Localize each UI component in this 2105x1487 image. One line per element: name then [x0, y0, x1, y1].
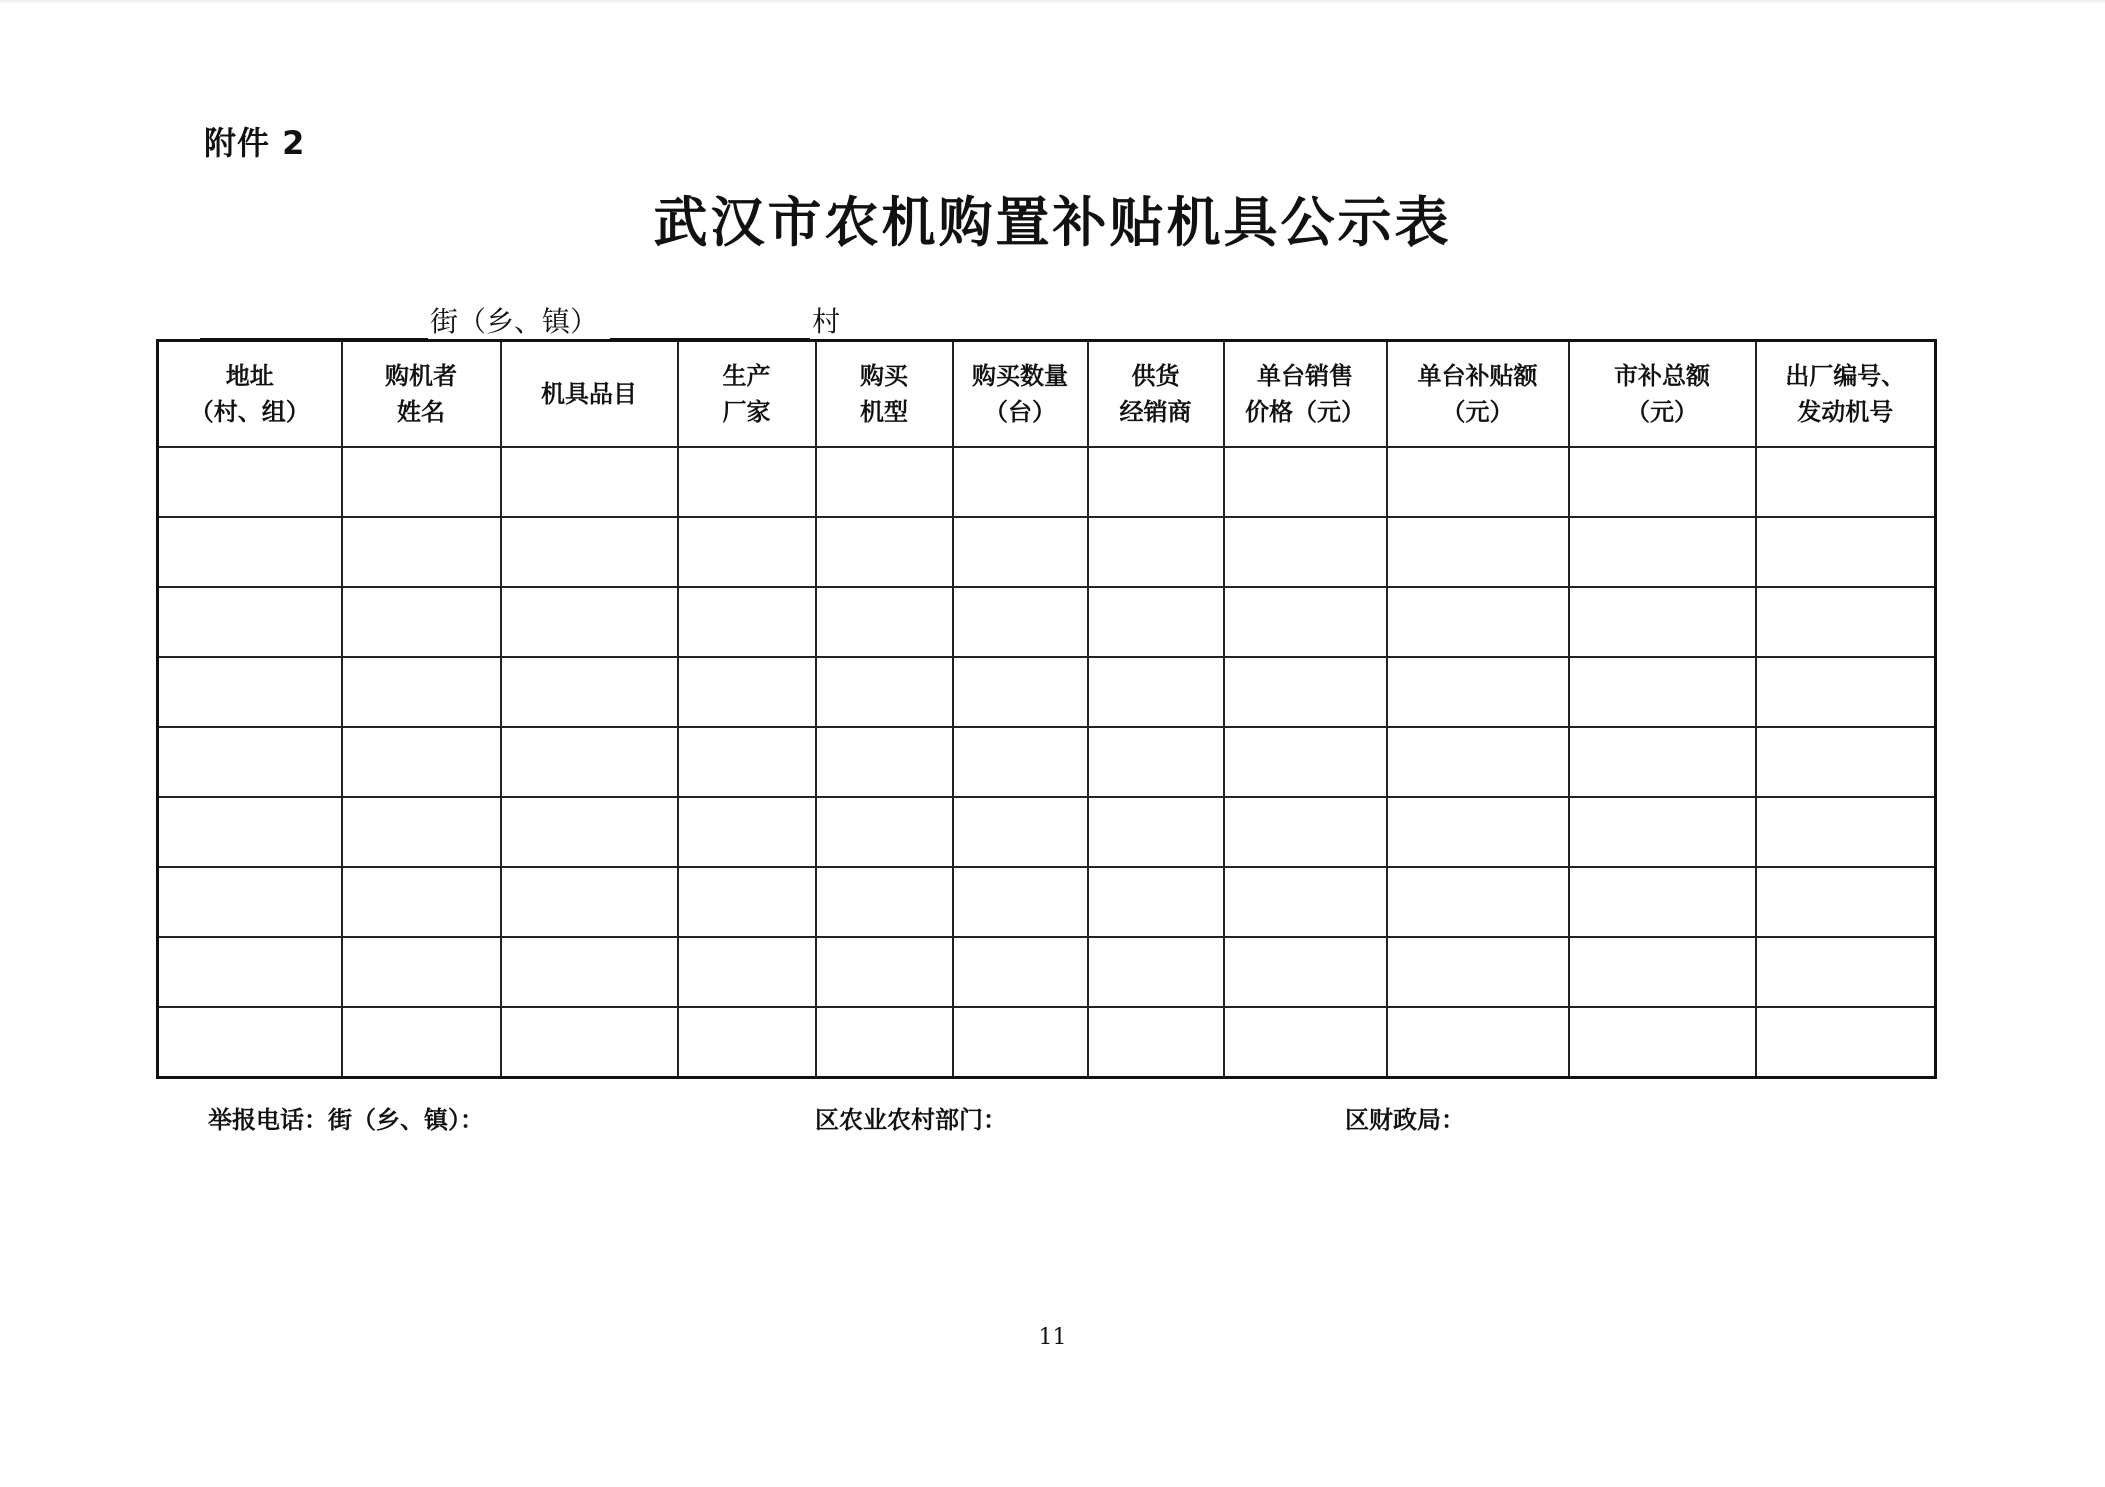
table-cell[interactable]	[1088, 867, 1224, 937]
table-cell[interactable]	[678, 867, 816, 937]
table-cell[interactable]	[816, 797, 953, 867]
table-cell[interactable]	[816, 1007, 953, 1078]
table-cell[interactable]	[1569, 517, 1756, 587]
header-serial-engine-number: 出厂编号、 发动机号	[1756, 341, 1936, 448]
table-cell[interactable]	[158, 587, 342, 657]
table-cell[interactable]	[1224, 1007, 1387, 1078]
table-cell[interactable]	[816, 867, 953, 937]
header-address: 地址 （村、组）	[158, 341, 342, 448]
street-label: 街（乡、镇）	[430, 305, 599, 338]
header-buyer-name: 购机者 姓名	[342, 341, 501, 448]
table-cell[interactable]	[1088, 587, 1224, 657]
table-cell[interactable]	[342, 727, 501, 797]
table-cell[interactable]	[816, 937, 953, 1007]
table-cell[interactable]	[816, 657, 953, 727]
table-cell[interactable]	[1387, 1007, 1569, 1078]
table-row	[158, 937, 1936, 1007]
page-top-edge	[0, 0, 2105, 4]
header-model: 购买 机型	[816, 341, 953, 448]
location-line	[200, 300, 842, 340]
table-cell[interactable]	[678, 657, 816, 727]
table-cell[interactable]	[953, 1007, 1088, 1078]
table-cell[interactable]	[1088, 447, 1224, 517]
table-cell[interactable]	[158, 447, 342, 517]
table-cell[interactable]	[1387, 587, 1569, 657]
table-cell[interactable]	[1569, 447, 1756, 517]
table-cell[interactable]	[1224, 587, 1387, 657]
table-cell[interactable]	[158, 797, 342, 867]
table-cell[interactable]	[342, 517, 501, 587]
table-cell[interactable]	[1756, 657, 1936, 727]
table-cell[interactable]	[342, 1007, 501, 1078]
footer-report-phone: 举报电话：街（乡、镇）：	[208, 1105, 484, 1134]
table-cell[interactable]	[1088, 727, 1224, 797]
table-row	[158, 517, 1936, 587]
street-blank[interactable]	[200, 304, 428, 340]
table-cell[interactable]	[1569, 587, 1756, 657]
table-cell[interactable]	[1756, 727, 1936, 797]
table-header-row	[158, 341, 1936, 448]
table-cell[interactable]	[1756, 587, 1936, 657]
table-cell[interactable]	[953, 867, 1088, 937]
table-cell[interactable]	[501, 1007, 678, 1078]
table-cell[interactable]	[1756, 447, 1936, 517]
table-cell[interactable]	[1224, 867, 1387, 937]
table-cell[interactable]	[501, 657, 678, 727]
table-cell[interactable]	[1756, 867, 1936, 937]
table-cell[interactable]	[1387, 657, 1569, 727]
table-cell[interactable]	[1756, 1007, 1936, 1078]
table-cell[interactable]	[1224, 797, 1387, 867]
table-cell[interactable]	[678, 727, 816, 797]
table-body	[158, 447, 1936, 1078]
table-cell[interactable]	[342, 447, 501, 517]
table-cell[interactable]	[158, 937, 342, 1007]
page-number: 11	[1038, 1325, 1067, 1350]
table-row	[158, 447, 1936, 517]
table-cell[interactable]	[501, 447, 678, 517]
table-cell[interactable]	[342, 797, 501, 867]
table-cell[interactable]	[1088, 1007, 1224, 1078]
table-cell[interactable]	[342, 657, 501, 727]
table-cell[interactable]	[1387, 797, 1569, 867]
header-quantity: 购买数量 （台）	[953, 341, 1088, 448]
table-cell[interactable]	[1224, 727, 1387, 797]
table-cell[interactable]	[1088, 657, 1224, 727]
table-cell[interactable]	[816, 517, 953, 587]
header-manufacturer: 生产 厂家	[678, 341, 816, 448]
table-cell[interactable]	[678, 1007, 816, 1078]
village-blank[interactable]	[610, 304, 810, 340]
table-cell[interactable]	[158, 727, 342, 797]
attachment-label: 附件 2	[204, 124, 306, 162]
table-cell[interactable]	[1088, 517, 1224, 587]
table-cell[interactable]	[1569, 937, 1756, 1007]
table-cell[interactable]	[158, 657, 342, 727]
page-title: 武汉市农机购置补贴机具公示表	[653, 190, 1452, 254]
table-cell[interactable]	[953, 937, 1088, 1007]
table-cell[interactable]	[1387, 867, 1569, 937]
table-cell[interactable]	[1569, 867, 1756, 937]
subsidy-table	[156, 339, 1937, 1079]
header-city-subsidy-total: 市补总额 （元）	[1569, 341, 1756, 448]
table-cell[interactable]	[816, 447, 953, 517]
table-cell[interactable]	[501, 517, 678, 587]
table-cell[interactable]	[816, 727, 953, 797]
table-cell[interactable]	[953, 447, 1088, 517]
table-row	[158, 867, 1936, 937]
header-unit-subsidy: 单台补贴额 （元）	[1387, 341, 1569, 448]
header-machine-category: 机具品目	[501, 341, 678, 448]
table-row	[158, 797, 1936, 867]
table-cell[interactable]	[501, 797, 678, 867]
table-cell[interactable]	[953, 797, 1088, 867]
table-row	[158, 587, 1936, 657]
table-cell[interactable]	[342, 937, 501, 1007]
table-cell[interactable]	[953, 727, 1088, 797]
table-cell[interactable]	[1387, 447, 1569, 517]
table-cell[interactable]	[1756, 797, 1936, 867]
table-cell[interactable]	[1088, 797, 1224, 867]
table-cell[interactable]	[1224, 657, 1387, 727]
table-cell[interactable]	[342, 587, 501, 657]
table-cell[interactable]	[501, 867, 678, 937]
table-row	[158, 727, 1936, 797]
table-cell[interactable]	[158, 867, 342, 937]
table-cell[interactable]	[1088, 937, 1224, 1007]
table-cell[interactable]	[1756, 517, 1936, 587]
table-cell[interactable]	[1224, 447, 1387, 517]
table-cell[interactable]	[1756, 937, 1936, 1007]
table-cell[interactable]	[1387, 727, 1569, 797]
table-cell[interactable]	[816, 587, 953, 657]
table-cell[interactable]	[158, 1007, 342, 1078]
table-cell[interactable]	[1224, 937, 1387, 1007]
table-cell[interactable]	[1569, 727, 1756, 797]
table-cell[interactable]	[501, 937, 678, 1007]
table-cell[interactable]	[953, 657, 1088, 727]
table-cell[interactable]	[678, 937, 816, 1007]
header-dealer: 供货 经销商	[1088, 341, 1224, 448]
table-cell[interactable]	[953, 517, 1088, 587]
table-cell[interactable]	[1569, 1007, 1756, 1078]
table-row	[158, 1007, 1936, 1078]
header-unit-price: 单台销售 价格（元）	[1224, 341, 1387, 448]
table-cell[interactable]	[501, 727, 678, 797]
table-cell[interactable]	[1569, 657, 1756, 727]
table-cell[interactable]	[1569, 797, 1756, 867]
table-cell[interactable]	[1387, 937, 1569, 1007]
table-cell[interactable]	[678, 797, 816, 867]
table-row	[158, 657, 1936, 727]
village-label: 村	[812, 305, 841, 338]
table-cell[interactable]	[678, 447, 816, 517]
table-cell[interactable]	[158, 517, 342, 587]
table-cell[interactable]	[1387, 517, 1569, 587]
table-cell[interactable]	[342, 867, 501, 937]
footer-agri-dept: 区农业农村部门：	[815, 1105, 1007, 1134]
table-cell[interactable]	[678, 587, 816, 657]
footer-finance-bureau: 区财政局：	[1345, 1105, 1465, 1134]
table-cell[interactable]	[501, 587, 678, 657]
table-cell[interactable]	[678, 517, 816, 587]
table-cell[interactable]	[1224, 517, 1387, 587]
table-cell[interactable]	[953, 587, 1088, 657]
